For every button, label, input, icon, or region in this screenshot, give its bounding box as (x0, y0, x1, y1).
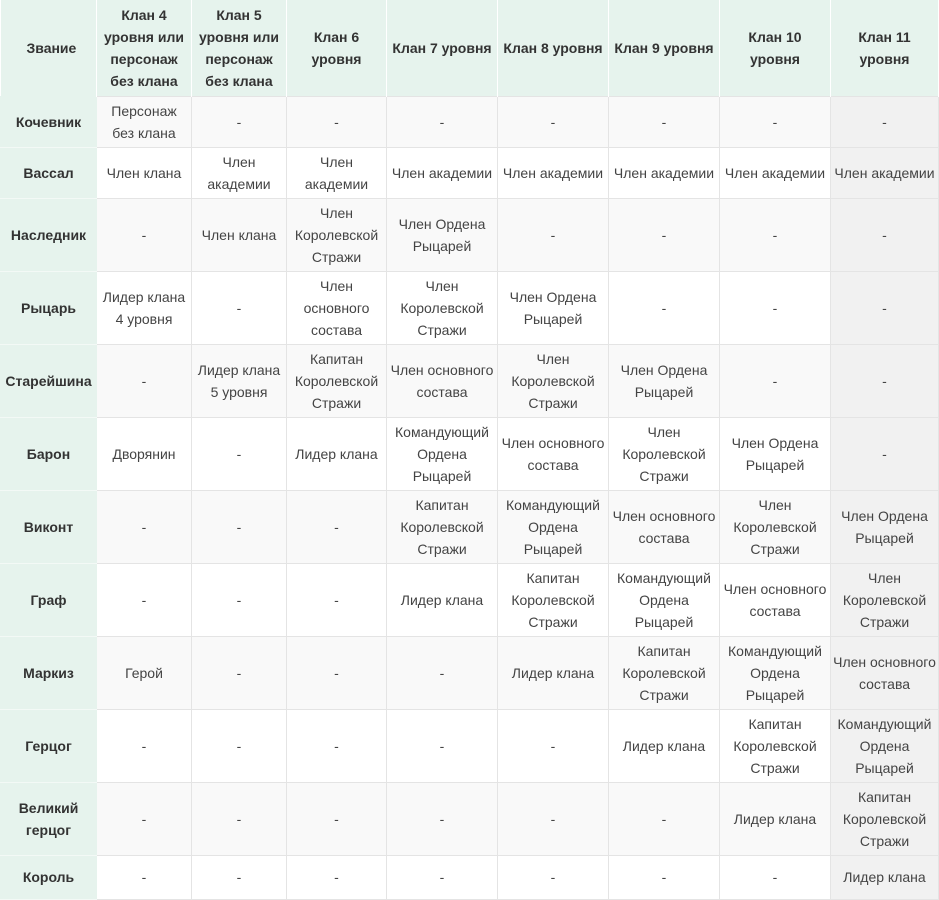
table-cell: - (720, 198, 831, 271)
table-cell: Лидер клана (720, 782, 831, 855)
table-cell: - (287, 709, 387, 782)
table-cell: - (498, 855, 609, 899)
table-cell: Член академии (192, 147, 287, 198)
table-cell: - (609, 782, 720, 855)
table-cell: Член академии (387, 147, 498, 198)
table-cell: Член основного состава (498, 417, 609, 490)
table-cell: Капитан Королевской Стражи (720, 709, 831, 782)
table-row (1, 417, 939, 490)
table-cell: - (498, 709, 609, 782)
table-cell: - (97, 709, 192, 782)
table-cell: - (287, 563, 387, 636)
table-cell: - (831, 417, 939, 490)
table-cell: - (387, 855, 498, 899)
table-cell: Член академии (831, 147, 939, 198)
table-cell: - (720, 96, 831, 147)
table-cell: - (192, 709, 287, 782)
table-cell: - (192, 855, 287, 899)
rank-label: Король (1, 855, 97, 899)
table-cell: Капитан Королевской Стражи (387, 490, 498, 563)
table-cell: Член клана (192, 198, 287, 271)
table-cell: - (720, 271, 831, 344)
table-cell: Командующий Ордена Рыцарей (609, 563, 720, 636)
table-cell: Член Ордена Рыцарей (720, 417, 831, 490)
table-row (1, 782, 939, 855)
table-cell: - (97, 344, 192, 417)
table-cell: - (609, 271, 720, 344)
table-cell: Лидер клана (609, 709, 720, 782)
table-row (1, 344, 939, 417)
table-cell: - (387, 636, 498, 709)
table-cell: Капитан Королевской Стражи (287, 344, 387, 417)
table-cell: Герой (97, 636, 192, 709)
table-cell: - (287, 490, 387, 563)
table-cell: - (720, 855, 831, 899)
table-cell: - (609, 198, 720, 271)
header-clan-9: Клан 9 уровня (609, 0, 720, 96)
table-row (1, 563, 939, 636)
table-row (1, 490, 939, 563)
table-row (1, 636, 939, 709)
header-clan-10: Клан 10 уровня (720, 0, 831, 96)
table-row (1, 271, 939, 344)
table-row (1, 147, 939, 198)
table-cell: - (192, 636, 287, 709)
table-cell: - (498, 198, 609, 271)
table-cell: - (97, 490, 192, 563)
table-cell: Лидер клана (287, 417, 387, 490)
table-cell: Член академии (498, 147, 609, 198)
rank-label: Кочевник (1, 96, 97, 147)
table-cell: - (498, 96, 609, 147)
table-cell: - (498, 782, 609, 855)
table-cell: - (831, 198, 939, 271)
table-cell: Лидер клана (498, 636, 609, 709)
header-clan-6: Клан 6 уровня (287, 0, 387, 96)
table-cell: Лидер клана (831, 855, 939, 899)
rank-label: Виконт (1, 490, 97, 563)
table-cell: - (831, 96, 939, 147)
table-cell: Член основного состава (831, 636, 939, 709)
rank-label: Великий герцог (1, 782, 97, 855)
table-cell: Член академии (720, 147, 831, 198)
table-row (1, 198, 939, 271)
header-clan-5: Клан 5 уровня или персонаж без клана (192, 0, 287, 96)
table-cell: - (387, 96, 498, 147)
table-cell: Член Королевской Стражи (609, 417, 720, 490)
table-cell: Дворянин (97, 417, 192, 490)
rank-label: Граф (1, 563, 97, 636)
rank-label: Вассал (1, 147, 97, 198)
table-cell: Член Ордена Рыцарей (831, 490, 939, 563)
table-cell: Член основного состава (387, 344, 498, 417)
table-cell: - (287, 96, 387, 147)
table-cell: Лидер клана 4 уровня (97, 271, 192, 344)
table-cell: - (97, 855, 192, 899)
table-cell: Капитан Королевской Стражи (831, 782, 939, 855)
table-cell: Командующий Ордена Рыцарей (720, 636, 831, 709)
table-cell: - (720, 344, 831, 417)
table-cell: Член основного состава (720, 563, 831, 636)
table-cell: Член Королевской Стражи (498, 344, 609, 417)
table-cell: Член Ордена Рыцарей (387, 198, 498, 271)
table-cell: - (287, 636, 387, 709)
table-cell: - (609, 96, 720, 147)
rank-label: Старейшина (1, 344, 97, 417)
table-cell: Член основного состава (287, 271, 387, 344)
table-cell: - (97, 563, 192, 636)
table-cell: Командующий Ордена Рыцарей (831, 709, 939, 782)
table-cell: Капитан Королевской Стражи (609, 636, 720, 709)
header-rank: Звание (1, 0, 97, 96)
rank-label: Наследник (1, 198, 97, 271)
table-cell: Капитан Королевской Стражи (498, 563, 609, 636)
table-cell: Член Ордена Рыцарей (609, 344, 720, 417)
table-cell: Персонаж без клана (97, 96, 192, 147)
table-cell: - (192, 563, 287, 636)
table-cell: Лидер клана 5 уровня (192, 344, 287, 417)
table-cell: - (287, 782, 387, 855)
header-clan-11: Клан 11 уровня (831, 0, 939, 96)
table-cell: Член Королевской Стражи (720, 490, 831, 563)
table-cell: Командующий Ордена Рыцарей (498, 490, 609, 563)
table-cell: - (97, 782, 192, 855)
rank-label: Барон (1, 417, 97, 490)
table-header-row (1, 0, 939, 96)
table-cell: - (192, 96, 287, 147)
table-cell: - (831, 271, 939, 344)
table-cell: Член клана (97, 147, 192, 198)
table-cell: - (387, 709, 498, 782)
table-cell: Лидер клана (387, 563, 498, 636)
table-cell: - (287, 855, 387, 899)
table-cell: - (609, 855, 720, 899)
table-cell: - (192, 490, 287, 563)
table-cell: Член академии (287, 147, 387, 198)
rank-label: Маркиз (1, 636, 97, 709)
table-cell: Член Королевской Стражи (831, 563, 939, 636)
header-clan-8: Клан 8 уровня (498, 0, 609, 96)
header-clan-7: Клан 7 уровня (387, 0, 498, 96)
table-cell: Член основного состава (609, 490, 720, 563)
table-cell: - (192, 271, 287, 344)
table-row (1, 855, 939, 899)
table-row (1, 709, 939, 782)
table-cell: Член Королевской Стражи (287, 198, 387, 271)
table-cell: - (831, 344, 939, 417)
table-cell: Член академии (609, 147, 720, 198)
table-cell: - (192, 417, 287, 490)
table-cell: Член Королевской Стражи (387, 271, 498, 344)
table-row (1, 96, 939, 147)
table-cell: Командующий Ордена Рыцарей (387, 417, 498, 490)
table-cell: Член Ордена Рыцарей (498, 271, 609, 344)
table-cell: - (387, 782, 498, 855)
table-cell: - (192, 782, 287, 855)
header-clan-4: Клан 4 уровня или персонаж без клана (97, 0, 192, 96)
rank-label: Рыцарь (1, 271, 97, 344)
rank-label: Герцог (1, 709, 97, 782)
table-cell: - (97, 198, 192, 271)
